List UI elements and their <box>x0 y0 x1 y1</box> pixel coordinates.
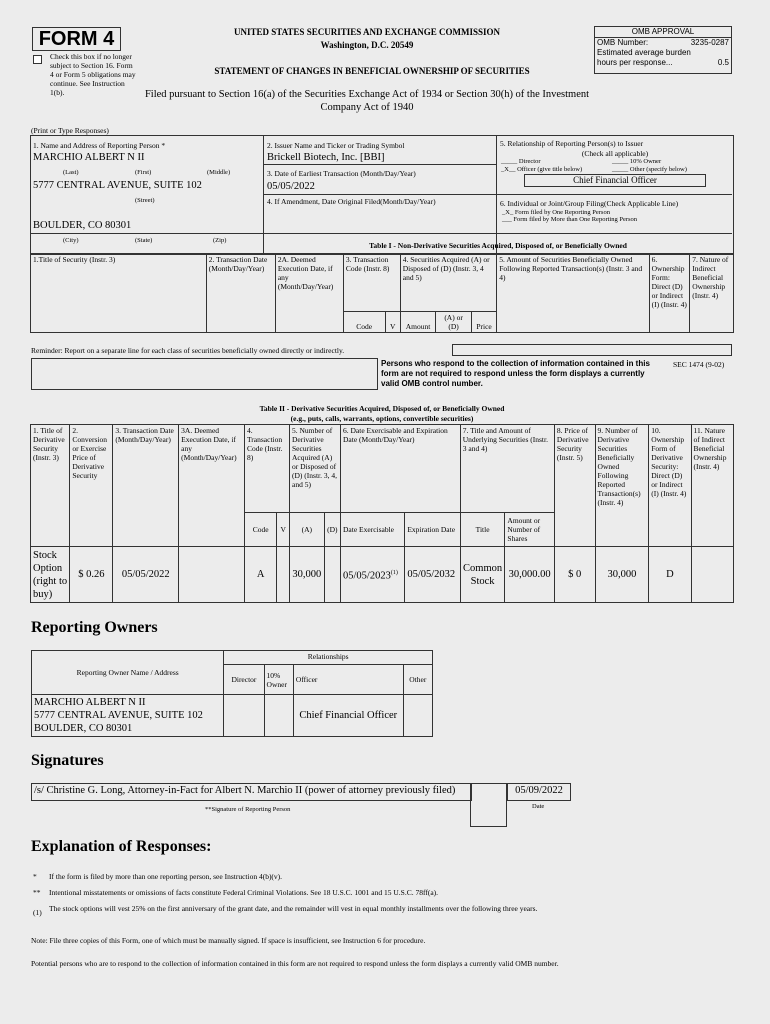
fn1-mark: (1) <box>33 908 42 917</box>
t2-title: Title <box>460 513 505 547</box>
middle-label: (Middle) <box>207 169 231 176</box>
reporting-person-name: MARCHIO ALBERT N II <box>33 152 145 163</box>
date-label: Date <box>532 803 545 810</box>
star1-mark: * <box>33 872 37 881</box>
signatures-heading: Signatures <box>31 752 104 769</box>
t2-col4: 4. Transaction Code (Instr. 8) <box>244 425 289 513</box>
box6-line1: _X_ Form filed by One Reporting Person <box>502 209 610 216</box>
reminder-text: Reminder: Report on a separate line for each class of securities beneficially owned directly or indirectly. <box>31 346 345 355</box>
director-check: _____ Director <box>501 158 541 165</box>
t2-col10: 10. Ownership Form of Derivative Security: Direct (D) or Indirect (I) (Instr. 4) <box>649 425 691 547</box>
earliest-transaction-date: 05/05/2022 <box>267 181 315 192</box>
zip-label: (Zip) <box>213 237 227 244</box>
t2-row-und-title: Common Stock <box>460 547 505 603</box>
table2-title: Table II - Derivative Securities Acquired, Disposed of, or Beneficially Owned <box>259 404 505 413</box>
checkbox-text: Check this box if no longer subject to Section 16. Form 4 or Form 5 obligations may continue. See Instruction 1(b). <box>50 52 136 97</box>
star2-mark: ** <box>33 888 41 897</box>
owner-check: _____ 10% Owner <box>612 158 662 165</box>
t1-aord: (A) or (D) <box>436 312 472 333</box>
t2-row-date-ex: 05/05/2023$^{(1)}$ <box>341 547 405 603</box>
t2-code: Code <box>244 513 277 547</box>
table1 <box>30 253 734 333</box>
omb-number-value: 3235-0287 <box>690 38 729 47</box>
box3-label: 3. Date of Earliest Transaction (Month/Day/Year) <box>267 169 416 178</box>
t2-row-code: A <box>244 547 277 603</box>
officer-check: _X__ Officer (give title below) <box>501 166 583 173</box>
t2-row-owned: 30,000 <box>595 547 649 603</box>
signature-field: /s/ Christine G. Long, Attorney-in-Fact for Albert N. Marchio II (power of attorney previously filed) <box>31 783 472 801</box>
t2-amt: Amount or Number of Shares <box>505 513 555 547</box>
t2-exp: Expiration Date <box>405 513 460 547</box>
owner-address-line1: 5777 CENTRAL AVENUE, SUITE 102 <box>34 710 203 721</box>
persons-notice: Persons who respond to the collection of information contained in this form are not required to respond unless the form displays a currently valid OMB control number. <box>381 359 650 388</box>
filed-pursuant: Filed pursuant to Section 16(a) of the Securities Exchange Act of 1934 or Section 30(h) of the Investment Company Act of 1940 <box>144 89 590 113</box>
explanation-heading: Explanation of Responses: <box>31 838 212 855</box>
street-address: 5777 CENTRAL AVENUE, SUITE 102 <box>33 180 202 191</box>
t2-col7: 7. Title and Amount of Underlying Securities (Instr. 3 and 4) <box>460 425 554 513</box>
t1-v: V <box>385 312 400 333</box>
signature-label: **Signature of Reporting Person <box>205 806 291 813</box>
t2-col1: 1. Title of Derivative Security (Instr. 3) <box>31 425 70 547</box>
t2-v: V <box>277 513 290 547</box>
owner-address-line2: BOULDER, CO 80301 <box>34 723 133 734</box>
star2-text: Intentional misstatements or omissions of facts constitute Federal Criminal Violations. See 18 U.S.C. 1001 and 15 U.S.C. 78ff(a). <box>49 888 439 897</box>
omb-approval-box <box>594 26 732 74</box>
t1-col4: 4. Securities Acquired (A) or Disposed of (D) (Instr. 3, 4 and 5) <box>400 254 496 312</box>
box6-line2: ___ Form filed by More than One Reporting Person <box>502 216 638 223</box>
box6-label: 6. Individual or Joint/Group Filing(Check Applicable Line) <box>500 199 679 208</box>
footnote-1-link[interactable]: (1) <box>390 569 398 576</box>
t2-col11: 11. Nature of Indirect Beneficial Ownership (Instr. 4) <box>691 425 733 547</box>
officer-title: Chief Financial Officer <box>524 174 706 187</box>
signature-spacer <box>470 783 507 827</box>
t2-col5: 5. Number of Derivative Securities Acquired (A) or Disposed of (D) (Instr. 3, 4, and 5) <box>290 425 341 513</box>
omb-title: OMB APPROVAL <box>595 27 731 38</box>
t2-a: (A) <box>290 513 325 547</box>
owners-officer-header: Officer <box>293 665 403 695</box>
box5-sub: (Check all applicable) <box>581 149 649 158</box>
issuer-name: Brickell Biotech, Inc. [BBI] <box>267 152 385 163</box>
form-title: FORM 4 <box>32 27 121 51</box>
agency-location: Washington, D.C. 20549 <box>320 40 414 50</box>
owners-director-header: Director <box>224 665 264 695</box>
t1-col6: 6. Ownership Form: Direct (D) or Indirect (I) (Instr. 4) <box>649 254 690 333</box>
table1-title: Table I - Non-Derivative Securities Acquired, Disposed of, or Beneficially Owned <box>369 241 627 250</box>
print-note: (Print or Type Responses) <box>31 126 109 135</box>
t1-col1: 1.Title of Security (Instr. 3) <box>31 254 207 333</box>
t1-col3: 3. Transaction Code (Instr. 8) <box>343 254 400 312</box>
other-check: _____ Other (specify below) <box>612 166 687 173</box>
reminder-blank-left <box>31 358 378 390</box>
relationships-header: Relationships <box>224 651 433 665</box>
owner-address <box>32 695 224 737</box>
potential-text: Potential persons who are to respond to the collection of information contained in this form are not required to respond unless the form displays a currently valid OMB number. <box>31 959 559 968</box>
reporting-owners-heading: Reporting Owners <box>31 619 158 636</box>
last-label: (Last) <box>63 169 79 176</box>
t2-d: (D) <box>324 513 340 547</box>
statement-title: STATEMENT OF CHANGES IN BENEFICIAL OWNERSHIP OF SECURITIES <box>214 66 530 76</box>
reminder-blank-right <box>452 344 732 356</box>
t1-code: Code <box>343 312 385 333</box>
t2-row-und-amt: 30,000.00 <box>505 547 555 603</box>
t2-row-form: D <box>649 547 691 603</box>
omb-burden-label: Estimated average burden hours per response... <box>597 48 691 67</box>
t2-col8: 8. Price of Derivative Security (Instr. 5) <box>554 425 595 547</box>
box4-label: 4. If Amendment, Date Original Filed(Month/Day/Year) <box>267 197 436 206</box>
agency-name: UNITED STATES SECURITIES AND EXCHANGE COMMISSION <box>234 27 500 37</box>
sec-code: SEC 1474 (9-02) <box>673 360 725 369</box>
t1-amount: Amount <box>400 312 436 333</box>
owners-other-header: Other <box>403 665 432 695</box>
fn1-text: The stock options will vest 25% on the first anniversary of the grant date, and the remainder will vest in equal monthly installments over the following three years. <box>49 904 538 913</box>
t2-col9: 9. Number of Derivative Securities Beneficially Owned Following Reported Transaction(s) (Instr. 4) <box>595 425 649 547</box>
t1-price: Price <box>471 312 496 333</box>
table2 <box>30 424 734 603</box>
note-text: Note: File three copies of this Form, one of which must be manually signed. If space is insufficient, see Instruction 6 for procedure. <box>31 936 426 945</box>
t1-col2: 2. Transaction Date (Month/Day/Year) <box>206 254 275 333</box>
owners-name-header: Reporting Owner Name / Address <box>32 651 224 695</box>
signature-date: 05/09/2022 <box>507 783 571 801</box>
t2-row-title: Stock Option (right to buy) <box>31 547 70 603</box>
t2-col6: 6. Date Exercisable and Expiration Date (Month/Day/Year) <box>341 425 461 513</box>
t2-row-price8: $ 0 <box>554 547 595 603</box>
table2-subtitle: (e.g., puts, calls, warrants, options, convertible securities) <box>290 414 474 423</box>
t2-row-price: $ 0.26 <box>70 547 113 603</box>
city-address: BOULDER, CO 80301 <box>33 220 132 231</box>
box5-label: 5. Relationship of Reporting Person(s) to Issuer <box>500 139 644 148</box>
omb-number-label: OMB Number: <box>597 38 649 47</box>
t2-row-a: 30,000 <box>290 547 325 603</box>
owner-officer-title: Chief Financial Officer <box>293 695 403 737</box>
state-label: (State) <box>135 237 153 244</box>
no-longer-subject-checkbox[interactable] <box>33 55 42 64</box>
t2-row-date: 05/05/2022 <box>113 547 179 603</box>
owner-name: MARCHIO ALBERT N II <box>34 697 146 708</box>
owners-table <box>31 650 433 737</box>
t2-col2: 2. Conversion or Exercise Price of Derivative Security <box>70 425 113 547</box>
owners-ten-header: 10% Owner <box>264 665 293 695</box>
t1-col2a: 2A. Deemed Execution Date, if any (Month/Day/Year) <box>275 254 343 333</box>
first-label: (First) <box>135 169 152 176</box>
table-row <box>32 695 433 737</box>
t1-col5: 5. Amount of Securities Beneficially Owned Following Reported Transaction(s) (Instr. 3 and 4) <box>497 254 649 333</box>
t2-col3a: 3A. Deemed Execution Date, if any (Month/Day/Year) <box>179 425 245 547</box>
street-label: (Street) <box>135 197 155 204</box>
city-label: (City) <box>63 237 79 244</box>
star1-text: If the form is filed by more than one reporting person, see Instruction 4(b)(v). <box>49 872 283 881</box>
table-row <box>31 547 734 603</box>
t2-date-ex: Date Exercisable <box>341 513 405 547</box>
t1-col7: 7. Nature of Indirect Beneficial Ownership (Instr. 4) <box>690 254 734 333</box>
t2-col3: 3. Transaction Date (Month/Day/Year) <box>113 425 179 547</box>
t2-row-exp: 05/05/2032 <box>405 547 460 603</box>
box1-label: 1. Name and Address of Reporting Person * <box>33 141 166 150</box>
box2-label: 2. Issuer Name and Ticker or Trading Symbol <box>267 141 405 150</box>
omb-burden-value: 0.5 <box>717 58 729 67</box>
